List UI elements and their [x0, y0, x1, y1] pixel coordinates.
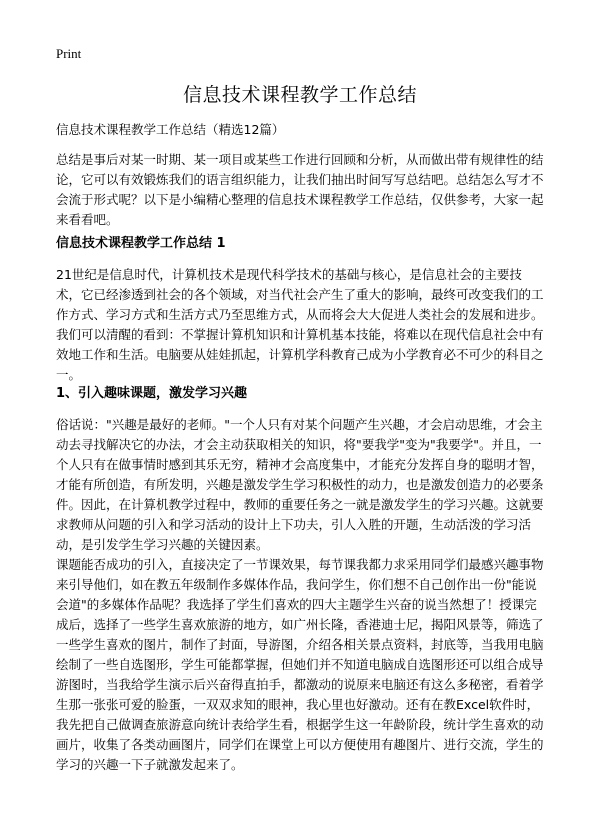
section-heading: 信息技术课程教学工作总结 1	[56, 236, 226, 251]
body-paragraph: 21世纪是信息时代，计算机技术是现代科学技术的基础与核心，是信息社会的主要技术，它已经渗透到社会的各个领域，对当代社会产生了重大的影响，最终可改变我们的工作方式、学习方式和生活方式乃至思维方式，从而将会大大促进人类社会的发展和进步。我们可以清醒的看到：不掌握计算机知识和计算机基本技能，将难以在现代信息社会中有效地工作和生活。电脑要从娃娃抓起，计算机学科教育己成为小学教育必不可少的科目之一。	[56, 267, 544, 382]
document-title: 信息技术课程教学工作总结	[182, 84, 417, 106]
subsection-heading: 1、引入趣味课题，激发学习兴趣	[56, 386, 248, 401]
intro-paragraph: 总结是事后对某一时期、某一项目或某些工作进行回顾和分析，从而做出带有规律性的结论，它可以有效锻炼我们的语言组织能力，让我们抽出时间写写总结吧。总结怎么写才不会流于形式呢？以下是小编精心整理的信息技术课程教学工作总结，仅供参考，大家一起来看看吧。	[56, 152, 544, 227]
document-subtitle: 信息技术课程教学工作总结（精选12篇）	[56, 122, 285, 137]
body-paragraph: 俗话说："兴趣是最好的老师。"一个人只有对某个问题产生兴趣，才会启动思维，才会主动去寻找解决它的办法，才会主动获取相关的知识，将"要我学"变为"我要学"。并且，一个人只有在做事情时感到其乐无穷，精神才会高度集中，才能充分发挥自身的聪明才智，才能有所创造，有所发明，兴趣是激发学生学习积极性的动力，也是激发创造力的必要条件。因此，在计算机教学过程中，教师的重要任务之一就是激发学生的学习兴趣。这就要求教师从问题的引入和学习活动的设计上下功夫，引人入胜的开题，生动活泼的学习活动，是引发学生学习兴趣的关键因素。	[56, 417, 544, 552]
body-paragraph: 课题能否成功的引入，直接决定了一节课效果，每节课我都力求采用同学们最感兴趣事物来引导他们，如在教五年级制作多媒体作品，我问学生，你们想不自己创作出一份"能说会道"的多媒体作品呢？我选择了学生们喜欢的四大主题学生兴奋的说当然想了！授课完成后，选择了一些学生喜欢旅游的地方，如广州长隆，香港迪士尼，揭阳风景等，筛选了一些学生喜欢的图片，制作了封面，导游图，介绍各相关景点资料，封底等，当我用电脑绘制了一些自选图形，学生可能都掌握，但她们并不知道电脑成自选图形还可以组合成导游图时，当我给学生演示后兴奋得直拍手，都激动的说原来电脑还有这么多秘密，看着学生那一张张可爱的脸蛋，一双双求知的眼神，我心里也好激动。还有在教Excel软件时，我先把自己做调查旅游意向统计表给学生看，根据学生这一年龄阶段，统计学生喜欢的动画片，收集了各类动画图片，同学们在课堂上可以方便使用有趣图片、进行交流，学生的学习的兴趣一下子就激发起来了。	[56, 557, 544, 772]
print-link[interactable]: Print	[56, 46, 82, 61]
